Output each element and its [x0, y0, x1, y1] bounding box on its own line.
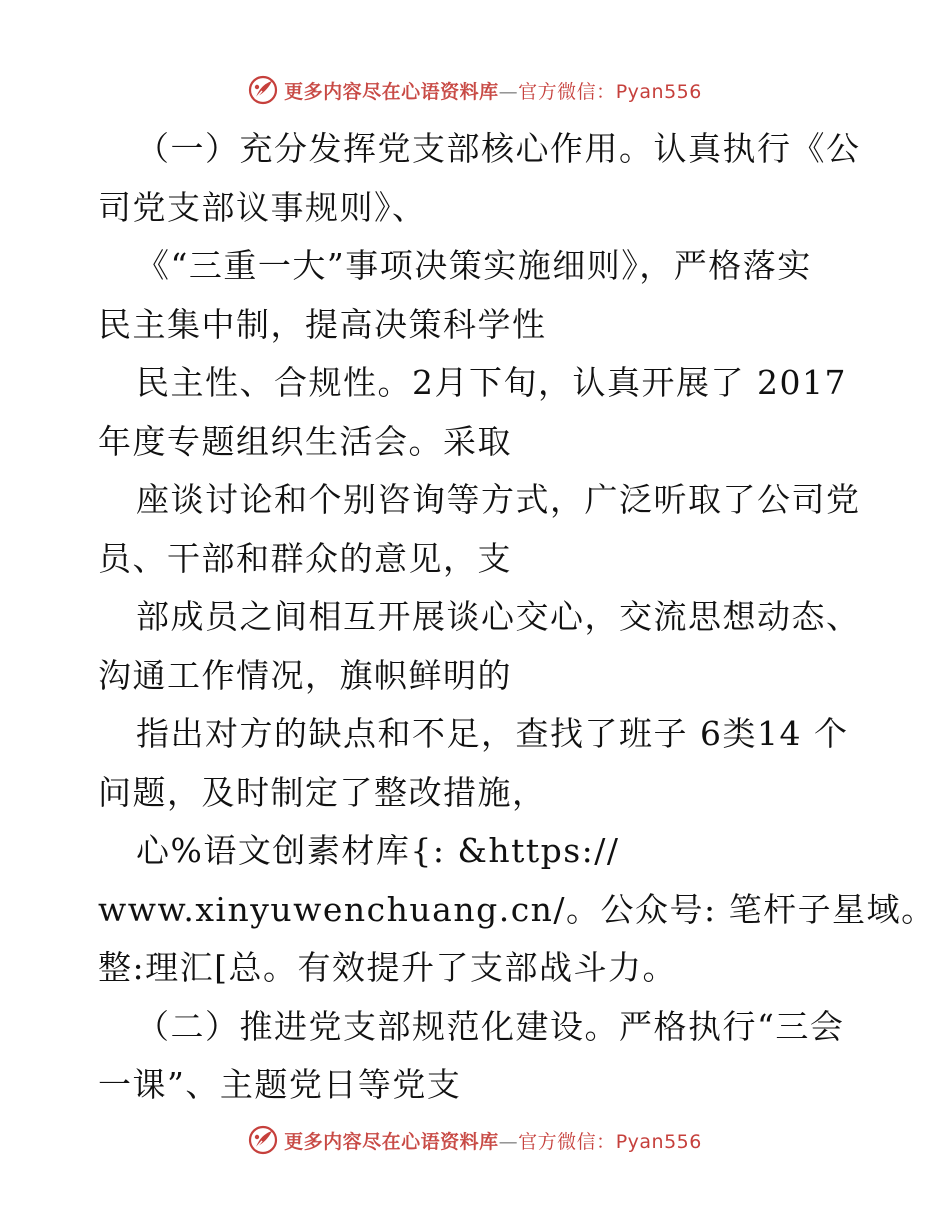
body-line: 年度专题组织生活会。采取	[98, 421, 512, 461]
banner-wechat-label: 官方微信：	[518, 80, 616, 103]
body-line: 民主集中制，提高决策科学性	[98, 304, 547, 344]
paragraph-7	[98, 822, 936, 998]
paragraph-3	[98, 354, 868, 471]
body-line: 沟通工作情况，旗帜鲜明的	[98, 655, 512, 695]
paragraph-6	[98, 705, 868, 822]
banner-main-text: 更多内容尽在心语资料库	[284, 80, 499, 103]
banner-wechat-label: 官方微信：	[518, 1130, 616, 1153]
feather-pen-logo-icon	[248, 75, 278, 105]
body-line: 整:理汇[总。有效提升了支部战斗力。	[98, 948, 677, 987]
banner-separator: —	[498, 1130, 519, 1153]
paragraph-4	[98, 471, 868, 588]
body-line: 指出对方的缺点和不足，查找了班子 6类14 个	[136, 714, 849, 753]
body-line: 心%语文创素材库{: &https://	[136, 831, 620, 870]
header-banner	[0, 70, 950, 110]
body-line: www.xinyuwenchuang.cn/。公众号: 笔杆子星域。	[98, 889, 936, 929]
banner-text	[284, 77, 702, 104]
document-body	[98, 120, 936, 1115]
footer-banner	[0, 1120, 950, 1160]
body-line: 《“三重一大”事项决策实施细则》，严格落实	[136, 246, 812, 285]
banner-text	[284, 1127, 702, 1154]
body-line: 民主性、合规性。2月下旬，认真开展了 2017	[136, 363, 847, 402]
body-line: 一课”、主题党日等党支	[98, 1065, 462, 1104]
feather-pen-logo-icon	[248, 1125, 278, 1155]
body-line: （二）推进党支部规范化建设。严格执行“三会	[136, 1006, 845, 1046]
banner-main-text: 更多内容尽在心语资料库	[284, 1130, 499, 1153]
body-line: 员、干部和群众的意见，支	[98, 538, 512, 578]
body-line: 问题，及时制定了整改措施，	[98, 772, 547, 812]
body-line: 司党支部议事规则》、	[98, 187, 427, 227]
paragraph-8	[98, 998, 868, 1115]
body-line: 座谈讨论和个别咨询等方式，广泛听取了公司党	[136, 480, 861, 519]
banner-wechat-id: Pyan556	[615, 1130, 702, 1153]
body-line: 部成员之间相互开展谈心交心，交流思想动态、	[136, 597, 861, 636]
banner-wechat-id: Pyan556	[615, 80, 702, 103]
paragraph-1	[98, 120, 868, 237]
body-line: （一）充分发挥党支部核心作用。认真执行《公	[136, 129, 861, 168]
paragraph-5	[98, 588, 868, 705]
paragraph-2	[98, 237, 868, 354]
banner-separator: —	[498, 80, 519, 103]
